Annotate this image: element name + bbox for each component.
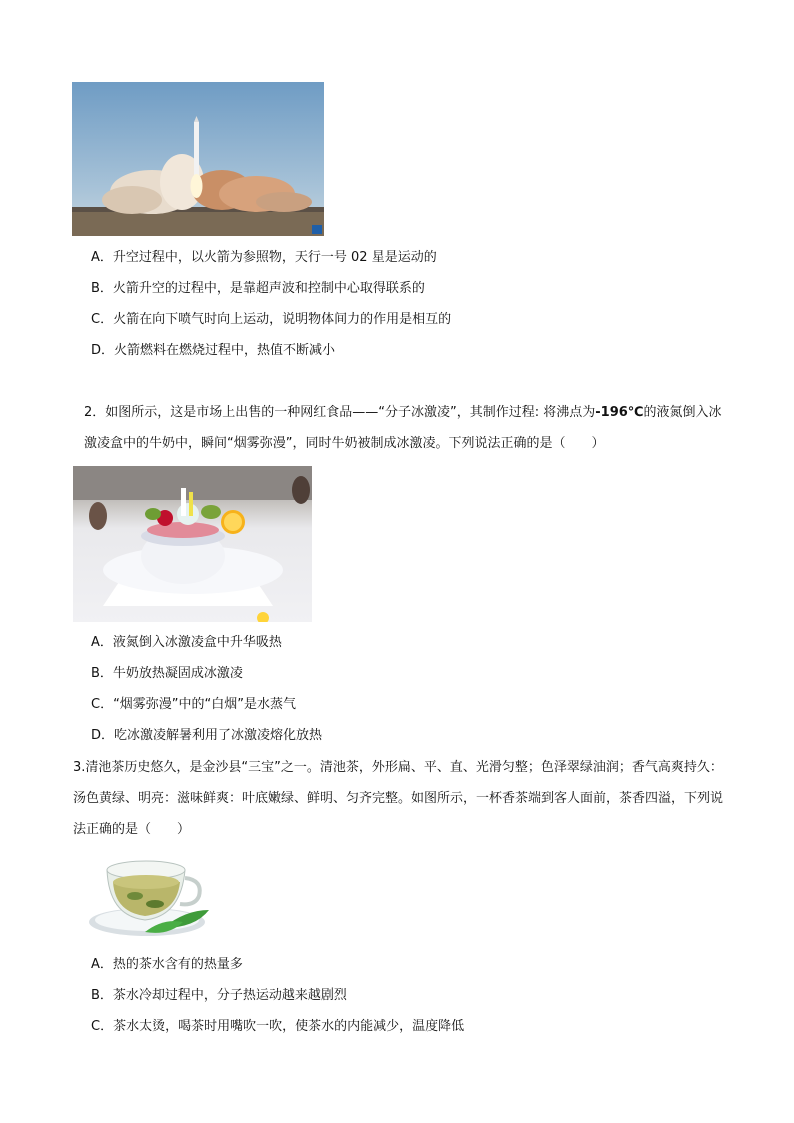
q2-stem-part-a: 2．如图所示，这是市场上出售的一种网红食品——“分子冰激凌”，其制作过程: 将沸点为 — [84, 405, 596, 420]
q2-option-b: B．牛奶放热凝固成冰激凌 — [91, 666, 243, 681]
tea-cup-image — [85, 848, 215, 944]
q1-option-c: C．火箭在向下喷气时向上运动，说明物体间力的作用是相互的 — [91, 312, 452, 327]
q2-option-c: C．“烟雾弥漫”中的“白烟”是水蒸气 — [91, 697, 297, 712]
q2-stem — [84, 397, 729, 459]
q1-option-a: A．升空过程中，以火箭为参照物，天行一号 02 星是运动的 — [91, 250, 437, 265]
q3-stem: 3.清池茶历史悠久，是金沙县“三宝”之一。清池茶，外形扁、平、直、光滑匀整；色泽翠绿油润；香气高爽持久：汤色黄绿、明亮：滋味鲜爽：叶底嫩绿、鲜明、匀齐完整。如图所示，一杯香茶端到客人面前，茶香四溢，下列说法正确的是（ ） — [73, 760, 724, 837]
q1-option-d: D．火箭燃料在燃烧过程中，热值不断减小 — [91, 343, 336, 358]
rocket-launch-image — [72, 82, 324, 236]
q3-option-b: B．茶水冷却过程中，分子热运动越来越剧烈 — [91, 988, 347, 1003]
q3-option-a: A．热的茶水含有的热量多 — [91, 957, 243, 972]
q2-option-d: D．吃冰激凌解暑利用了冰激凌熔化放热 — [91, 728, 323, 743]
q2-option-a: A．液氮倒入冰激凌盒中升华吸热 — [91, 635, 282, 650]
q3-option-c: C．茶水太烫，喝茶时用嘴吹一吹，使茶水的内能减少，温度降低 — [91, 1019, 465, 1034]
q2-boiling-point: -196℃ — [595, 405, 644, 420]
molecular-ice-cream-image — [73, 466, 312, 622]
q1-option-b: B．火箭升空的过程中，是靠超声波和控制中心取得联系的 — [91, 281, 425, 296]
q2-stem-part-c: 的液氮倒入冰激凌盒中的牛奶中，瞬间“烟雾弥漫”，同时牛奶被制成冰激凌。下列说法正确的是（ ） — [84, 405, 722, 451]
